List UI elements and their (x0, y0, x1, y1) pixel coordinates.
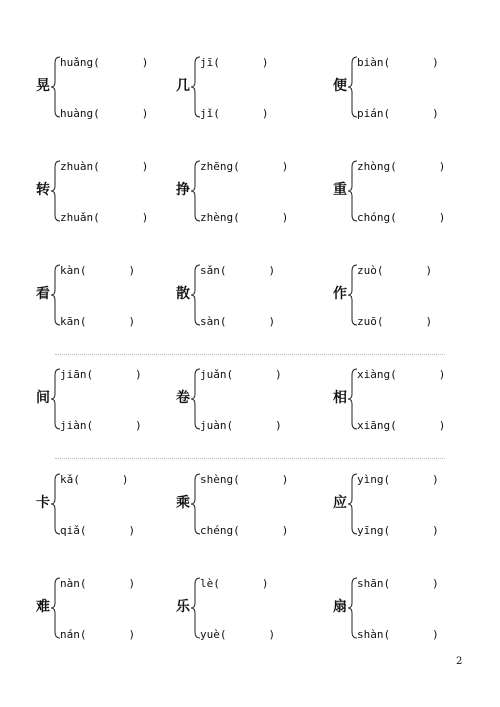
bottom-reading (200, 211, 288, 225)
open-paren: ( (79, 264, 87, 277)
pinyin-text: pián (357, 107, 384, 120)
polyphone-item (176, 367, 336, 431)
pinyin-text: zhēng (200, 160, 234, 173)
open-paren: ( (233, 160, 240, 173)
open-paren: ( (73, 473, 80, 486)
bottom-reading (60, 315, 135, 329)
top-reading (200, 577, 269, 591)
close-paren: ) (141, 107, 149, 120)
close-paren: ) (141, 211, 149, 224)
bottom-reading (357, 419, 445, 433)
open-paren: ( (86, 368, 94, 381)
pinyin-text: zuō (357, 315, 377, 328)
top-reading (357, 160, 445, 174)
top-reading (200, 160, 288, 174)
pinyin-text: kàn (60, 264, 80, 277)
top-reading (60, 577, 135, 591)
open-paren: ( (383, 56, 391, 69)
bottom-reading (357, 211, 445, 225)
hanzi-character: 重 (333, 182, 347, 198)
pinyin-text: xiàng (357, 368, 391, 381)
open-paren: ( (213, 107, 220, 120)
bottom-reading (200, 315, 275, 329)
polyphone-item (176, 159, 336, 223)
polyphone-item (36, 367, 196, 431)
bottom-reading (60, 419, 142, 433)
hanzi-character: 乘 (176, 495, 190, 511)
open-paren: ( (383, 577, 391, 590)
pinyin-text: qiǎ (60, 524, 80, 537)
polyphone-item (36, 472, 196, 536)
pinyin-text: sàn (200, 315, 220, 328)
top-reading (200, 264, 275, 278)
bottom-reading (200, 107, 269, 121)
close-paren: ) (268, 628, 276, 641)
pinyin-text: jī (200, 56, 214, 69)
close-paren: ) (438, 419, 446, 432)
top-reading (357, 368, 445, 382)
pinyin-text: zhuǎn (60, 211, 94, 224)
hanzi-character: 难 (36, 599, 50, 615)
close-paren: ) (135, 368, 142, 381)
bottom-reading (200, 628, 275, 642)
top-reading (200, 473, 288, 487)
hanzi-character: 乐 (176, 599, 190, 615)
open-paren: ( (383, 628, 391, 641)
hanzi-character: 扇 (333, 599, 347, 615)
close-paren: ) (432, 107, 439, 120)
top-reading (60, 368, 142, 382)
close-paren: ) (432, 628, 439, 641)
bottom-reading (357, 315, 432, 329)
pinyin-text: juàn (200, 419, 227, 432)
top-reading (357, 473, 439, 487)
open-paren: ( (390, 419, 397, 432)
pinyin-text: shàn (357, 628, 384, 641)
hanzi-character: 挣 (176, 182, 190, 198)
open-paren: ( (376, 264, 384, 277)
pinyin-text: huàng (60, 107, 94, 120)
pinyin-text: zuò (357, 264, 377, 277)
bottom-reading (357, 628, 439, 642)
top-reading (200, 56, 269, 70)
open-paren: ( (213, 56, 220, 69)
polyphone-item (333, 159, 493, 223)
polyphone-item (333, 55, 493, 119)
pinyin-text: huǎng (60, 56, 94, 69)
open-paren: ( (79, 315, 87, 328)
open-paren: ( (383, 473, 391, 486)
close-paren: ) (438, 368, 446, 381)
close-paren: ) (128, 524, 136, 537)
hanzi-character: 卷 (176, 390, 190, 406)
polyphone-item (176, 55, 336, 119)
pinyin-text: nán (60, 628, 80, 641)
open-paren: ( (86, 419, 94, 432)
polyphone-item (333, 263, 493, 327)
bottom-reading (60, 628, 135, 642)
close-paren: ) (141, 56, 149, 69)
pinyin-text: jiān (60, 368, 87, 381)
open-paren: ( (233, 211, 240, 224)
pinyin-text: kǎ (60, 473, 74, 486)
close-paren: ) (141, 160, 149, 173)
close-paren: ) (268, 315, 276, 328)
close-paren: ) (261, 577, 269, 590)
close-paren: ) (432, 473, 439, 486)
close-paren: ) (268, 264, 276, 277)
top-reading (60, 473, 129, 487)
bottom-reading (60, 211, 148, 225)
open-paren: ( (219, 628, 227, 641)
pinyin-text: jǐ (200, 107, 214, 120)
pinyin-text: chéng (200, 524, 234, 537)
hanzi-character: 转 (36, 182, 50, 198)
open-paren: ( (219, 264, 227, 277)
polyphone-item (333, 367, 493, 431)
open-paren: ( (93, 107, 100, 120)
polyphone-item (36, 159, 196, 223)
bottom-reading (357, 107, 439, 121)
close-paren: ) (121, 473, 129, 486)
polyphone-item (176, 576, 336, 640)
polyphone-item (176, 472, 336, 536)
open-paren: ( (79, 577, 87, 590)
close-paren: ) (281, 524, 289, 537)
hanzi-character: 散 (176, 286, 190, 302)
open-paren: ( (93, 211, 100, 224)
pinyin-text: kān (60, 315, 80, 328)
close-paren: ) (438, 160, 446, 173)
pinyin-text: zhuàn (60, 160, 94, 173)
open-paren: ( (376, 315, 384, 328)
pinyin-text: biàn (357, 56, 384, 69)
polyphone-item (333, 472, 493, 536)
bottom-reading (200, 419, 282, 433)
top-reading (200, 368, 282, 382)
top-reading (357, 577, 439, 591)
polyphone-item (36, 55, 196, 119)
close-paren: ) (128, 628, 136, 641)
close-paren: ) (261, 107, 269, 120)
page-number: 2 (456, 656, 463, 667)
open-paren: ( (390, 160, 397, 173)
close-paren: ) (275, 368, 282, 381)
hanzi-character: 便 (333, 78, 347, 94)
open-paren: ( (79, 628, 87, 641)
close-paren: ) (281, 211, 289, 224)
polyphone-item (333, 576, 493, 640)
open-paren: ( (390, 211, 397, 224)
close-paren: ) (128, 264, 136, 277)
pinyin-text: juǎn (200, 368, 227, 381)
polyphone-item (36, 263, 196, 327)
close-paren: ) (425, 264, 433, 277)
open-paren: ( (383, 524, 391, 537)
pinyin-text: nàn (60, 577, 80, 590)
close-paren: ) (128, 577, 136, 590)
close-paren: ) (432, 524, 439, 537)
pinyin-text: chóng (357, 211, 391, 224)
pinyin-text: xiāng (357, 419, 391, 432)
polyphone-item (36, 576, 196, 640)
polyphone-item (176, 263, 336, 327)
close-paren: ) (432, 577, 439, 590)
top-reading (60, 56, 148, 70)
close-paren: ) (425, 315, 433, 328)
open-paren: ( (93, 56, 100, 69)
hanzi-character: 看 (36, 286, 50, 302)
open-paren: ( (233, 473, 240, 486)
close-paren: ) (135, 419, 142, 432)
close-paren: ) (438, 211, 446, 224)
pinyin-text: yìng (357, 473, 384, 486)
open-paren: ( (226, 368, 234, 381)
pinyin-text: yuè (200, 628, 220, 641)
close-paren: ) (281, 160, 289, 173)
close-paren: ) (261, 56, 269, 69)
close-paren: ) (281, 473, 289, 486)
pinyin-text: jiàn (60, 419, 87, 432)
open-paren: ( (213, 577, 220, 590)
pinyin-text: yīng (357, 524, 384, 537)
bottom-reading (200, 524, 288, 538)
open-paren: ( (93, 160, 100, 173)
hanzi-character: 作 (333, 286, 347, 302)
dotted-divider (55, 458, 445, 459)
open-paren: ( (390, 368, 397, 381)
close-paren: ) (432, 56, 439, 69)
hanzi-character: 晃 (36, 78, 50, 94)
open-paren: ( (219, 315, 227, 328)
dotted-divider (55, 354, 445, 355)
bottom-reading (357, 524, 439, 538)
hanzi-character: 卡 (36, 495, 50, 511)
hanzi-character: 间 (36, 390, 50, 406)
top-reading (357, 264, 432, 278)
hanzi-character: 应 (333, 495, 347, 511)
pinyin-text: sǎn (200, 264, 220, 277)
open-paren: ( (383, 107, 391, 120)
close-paren: ) (275, 419, 282, 432)
bottom-reading (60, 524, 135, 538)
pinyin-text: zhèng (200, 211, 234, 224)
top-reading (60, 160, 148, 174)
open-paren: ( (226, 419, 234, 432)
pinyin-text: lè (200, 577, 214, 590)
top-reading (60, 264, 135, 278)
hanzi-character: 几 (176, 78, 190, 94)
close-paren: ) (128, 315, 136, 328)
pinyin-text: shèng (200, 473, 234, 486)
open-paren: ( (79, 524, 87, 537)
pinyin-text: shān (357, 577, 384, 590)
pinyin-text: zhòng (357, 160, 391, 173)
bottom-reading (60, 107, 148, 121)
top-reading (357, 56, 439, 70)
open-paren: ( (233, 524, 240, 537)
hanzi-character: 相 (333, 390, 347, 406)
